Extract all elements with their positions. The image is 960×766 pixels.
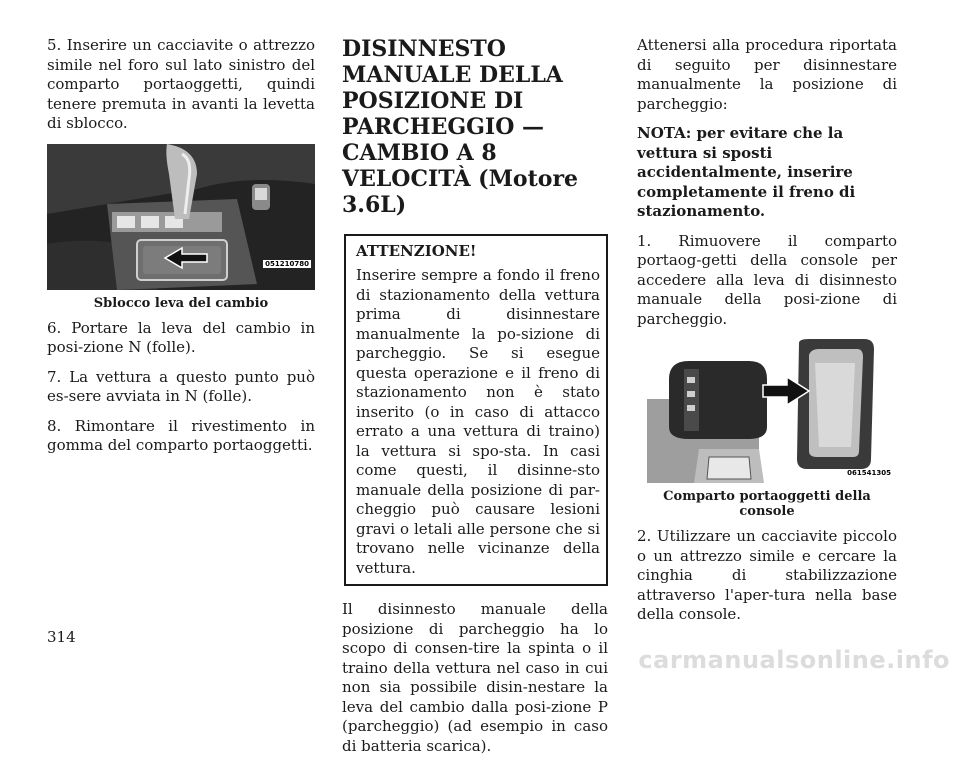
figure-code: 051210780 (265, 259, 309, 268)
figure-caption: Comparto portaoggetti della console (663, 489, 871, 519)
column-middle (342, 36, 608, 766)
step-7-text: 7. La vettura a questo punto può es-sere avviata in N (folle). (47, 367, 315, 405)
section-heading: DISINNESTO MANUALE DELLA POSIZIONE DI PARCHEGGIO — CAMBIO A 8 VELOCITÀ (Motore 3.6L) (342, 36, 579, 218)
warning-box (344, 234, 608, 586)
page-number: 314 (47, 628, 76, 646)
step-1-text: 1. Rimuovere il comparto portaog-getti della console per accedere alla leva di disinnesto manuale della posi-zione di parcheggio. (637, 231, 897, 328)
figure-caption: Sblocco leva del cambio (93, 295, 269, 311)
step-5-text: 5. Inserire un cacciavite o attrezzo simile nel foro sul lato sinistro del comparto portaoggetti, quindi tenere premuta in avanti la levetta di sblocco. (47, 36, 315, 132)
intro-text: Attenersi alla procedura riportata di seguito per disinnestare manualmente la posizione di parcheggio: (637, 36, 897, 113)
gear-release-photo (47, 144, 315, 290)
step-8-text: 8. Rimontare il rivestimento in gomma del comparto portaoggetti. (47, 416, 315, 454)
figure-code: 061541305 (847, 469, 891, 477)
column-right (637, 36, 897, 635)
console-storage-illustration (639, 339, 897, 483)
step-6-text: 6. Portare la leva del cambio in posi-zione N (folle). (47, 318, 315, 356)
column-left (47, 36, 315, 466)
body-text: Il disinnesto manuale della posizione di parcheggio ha lo scopo di consen-tire la spinta o il traino della vettura nel caso in cui non sia possibile disin-nestare la leva del cambio dalla posi-zione P (parcheggio) (ad esempio in caso di batteria scarica). (342, 600, 608, 755)
gear-release-illustration (47, 144, 315, 290)
note-text: NOTA: per evitare che la vettura si sposti accidentalmente, inserire completamente il freno di stazionamento. (637, 124, 856, 220)
console-storage-drawing (639, 339, 897, 483)
warning-title: ATTENZIONE! (356, 242, 477, 260)
watermark: carmanualsonline.info (638, 646, 950, 674)
warning-text: Inserire sempre a fondo il freno di stazionamento della vettura prima di disinnestare manualmente la po-sizione di parcheggio. Se si esegue questa operazione e il freno di stazionamento non è stato inserito (o in caso di attacco errato a una vettura di traino) la vettura si spo-sta. In casi come questi, il disinne-sto manuale della posizione di par-cheggio può causare lesioni gravi o letali alle persone che si trovano nelle vicinanze della vettura. (356, 266, 600, 577)
step-2-text: 2. Utilizzare un cacciavite piccolo o un attrezzo simile e cercare la cinghia di stabilizzazione attraverso l'aper-tura nella base della console. (637, 527, 897, 623)
